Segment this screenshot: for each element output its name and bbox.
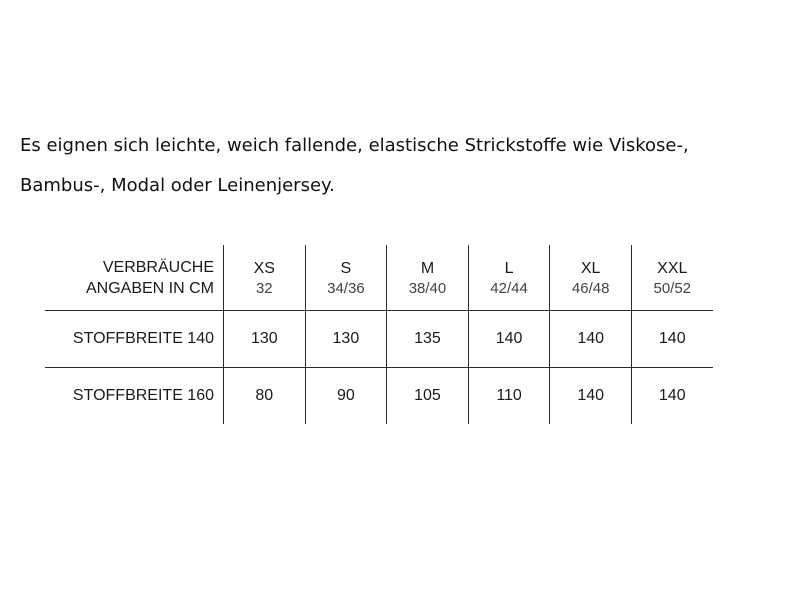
- cell-value: 80: [255, 386, 274, 404]
- table-cell: [223, 367, 305, 424]
- table-row: [45, 310, 713, 367]
- cell-value: 110: [496, 386, 522, 404]
- size-numbers: 34/36: [327, 280, 365, 297]
- table-cell: [549, 367, 631, 424]
- table-cell: [223, 310, 305, 367]
- table-cell: [305, 367, 387, 424]
- table-cell: [549, 310, 631, 367]
- size-numbers: 50/52: [653, 280, 692, 297]
- table-cell: [386, 310, 468, 367]
- table-cell: [631, 310, 713, 367]
- size-header-m: [386, 245, 468, 310]
- cell-value: 90: [336, 386, 355, 404]
- size-name: XL: [580, 260, 601, 277]
- size-header-xxl: [631, 245, 713, 310]
- size-header-s: [305, 245, 387, 310]
- table-cell: [631, 367, 713, 424]
- size-numbers: 46/48: [571, 280, 610, 297]
- size-header-xl: [549, 245, 631, 310]
- cell-value: 140: [577, 386, 605, 404]
- table-cell: [305, 310, 387, 367]
- header-label-line-1: VERBRÄUCHE: [102, 258, 214, 276]
- cell-value: 105: [414, 386, 441, 404]
- table-cell: [468, 310, 550, 367]
- cell-value: 140: [577, 329, 605, 347]
- table-cell: [386, 367, 468, 424]
- table-header-row: [45, 245, 713, 310]
- size-header-l: [468, 245, 550, 310]
- size-name: L: [504, 260, 514, 277]
- intro-line-1: Es eignen sich leichte, weich fallende, elastische Strickstoffe wie Viskose-,: [20, 135, 689, 156]
- fabric-usage-table: [45, 245, 713, 424]
- intro-text: [20, 126, 790, 206]
- size-numbers: 32: [255, 280, 273, 297]
- cell-value: 130: [250, 329, 278, 347]
- size-numbers: 42/44: [490, 280, 528, 297]
- size-name: XS: [253, 260, 275, 277]
- cell-value: 135: [414, 329, 441, 347]
- cell-value: 140: [658, 386, 686, 404]
- row-label: STOFFBREITE 140: [72, 330, 214, 347]
- size-name: M: [420, 260, 435, 277]
- size-numbers: 38/40: [408, 280, 447, 297]
- size-header-xs: [223, 245, 305, 310]
- cell-value: 140: [658, 329, 686, 347]
- cell-value: 140: [495, 329, 523, 347]
- header-label: [45, 245, 223, 310]
- table-row: [45, 367, 713, 424]
- intro-line-2: Bambus-, Modal oder Leinenjersey.: [20, 175, 335, 196]
- row-label: STOFFBREITE 160: [72, 387, 214, 404]
- table-cell: [468, 367, 550, 424]
- cell-value: 130: [332, 329, 360, 347]
- size-name: XXL: [657, 260, 688, 277]
- size-name: S: [340, 260, 352, 277]
- header-label-line-2: ANGABEN IN CM: [85, 279, 214, 297]
